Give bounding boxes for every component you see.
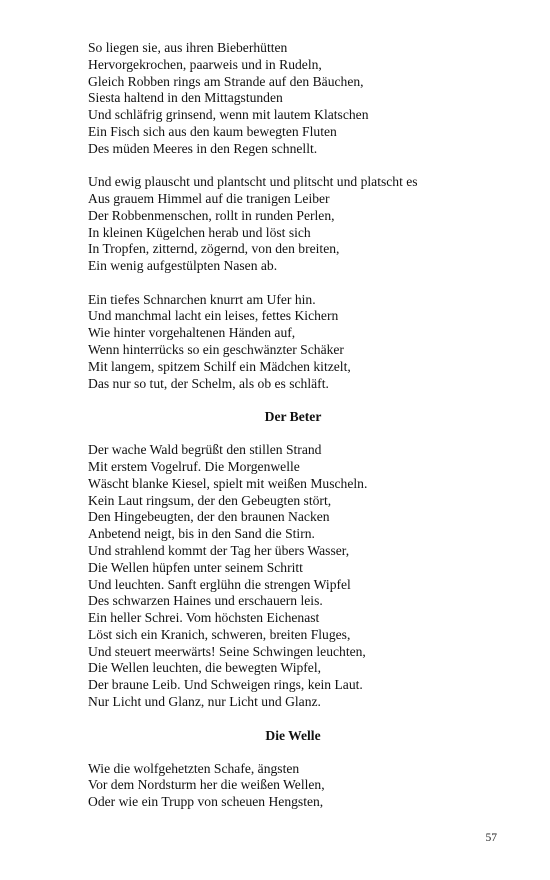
verse-line: Und strahlend kommt der Tag her übers Wasser, [88, 542, 350, 558]
verse-line: Mit langem, spitzem Schilf ein Mädchen kitzelt, [88, 358, 351, 374]
verse-line: Und schläfrig grinsend, wenn mit lautem Klatschen [88, 107, 369, 123]
verse-line: Ein heller Schrei. Vom höchsten Eichenast [88, 610, 320, 626]
verse-line: Anbetend neigt, bis in den Sand die Stirn. [88, 526, 315, 542]
verse-line: In kleinen Kügelchen herab und löst sich [88, 224, 311, 240]
verse-line: Ein wenig aufgestülpten Nasen ab. [88, 258, 278, 274]
poem-title: Die Welle [265, 727, 321, 743]
page-number: 57 [485, 832, 497, 844]
verse-line: In Tropfen, zitternd, zögernd, von den breiten, [88, 241, 340, 257]
verse-line: Und ewig plauscht und plantscht und plitscht und platscht es [88, 174, 418, 190]
poem-2-body [88, 442, 528, 711]
verse-line: Die Wellen leuchten, die bewegten Wipfel, [88, 660, 322, 676]
stanza-3 [88, 292, 528, 393]
stanza-2 [88, 174, 528, 275]
stanza-1 [88, 40, 528, 158]
verse-line: Der wache Wald begrüßt den stillen Strand [88, 442, 322, 458]
verse-line: Wie hinter vorgehaltenen Händen auf, [88, 325, 296, 341]
verse-line: Wenn hinterrücks so ein geschwänzter Schäker [88, 341, 344, 357]
verse-line: Den Hingebeugten, der den braunen Nacken [88, 509, 330, 525]
verse-line: Oder wie ein Trupp von scheuen Hengsten, [88, 794, 324, 810]
verse-line: Löst sich ein Kranich, schweren, breiten Fluges, [88, 626, 351, 642]
verse-line: Vor dem Nordsturm her die weißen Wellen, [88, 777, 325, 793]
verse-line: Des müden Meeres in den Regen schnellt. [88, 140, 318, 156]
verse-line: Und manchmal lacht ein leises, fettes Kichern [88, 308, 339, 324]
verse-line: Des schwarzen Haines und erschauern leis. [88, 593, 323, 609]
poem-3-body [88, 761, 528, 811]
poem-1 [88, 40, 528, 392]
verse-line: Siesta haltend in den Mittagstunden [88, 90, 283, 106]
verse-line: So liegen sie, aus ihren Bieberhütten [88, 40, 288, 55]
verse-line: Der braune Leib. Und Schweigen rings, kein Laut. [88, 677, 363, 693]
verse-line: Das nur so tut, der Schelm, als ob es schläft. [88, 375, 329, 391]
verse-line: Hervorgekrochen, paarweis und in Rudeln, [88, 56, 322, 72]
verse-line: Wäscht blanke Kiesel, spielt mit weißen Muscheln. [88, 475, 368, 491]
verse-line: Die Wellen hüpfen unter seinem Schritt [88, 559, 303, 575]
book-page [88, 40, 528, 811]
verse-line: Der Robbenmenschen, rollt in runden Perlen, [88, 207, 335, 223]
verse-line: Aus grauem Himmel auf die tranigen Leiber [88, 190, 330, 206]
poem-title: Der Beter [264, 409, 322, 425]
verse-line: Nur Licht und Glanz, nur Licht und Glanz. [88, 694, 321, 710]
verse-line: Wie die wolfgehetzten Schafe, ängsten [88, 760, 300, 776]
verse-line: Gleich Robben rings am Strande auf den Bäuchen, [88, 73, 364, 89]
verse-line: Und leuchten. Sanft erglühn die strengen Wipfel [88, 576, 351, 592]
verse-line: Ein Fisch sich aus den kaum bewegten Fluten [88, 123, 337, 139]
verse-line: Kein Laut ringsum, der den Gebeugten stört, [88, 492, 332, 508]
verse-line: Mit erstem Vogelruf. Die Morgenwelle [88, 458, 300, 474]
verse-line: Und steuert meerwärts! Seine Schwingen leuchten, [88, 643, 366, 659]
verse-line: Ein tiefes Schnarchen knurrt am Ufer hin. [88, 291, 316, 307]
